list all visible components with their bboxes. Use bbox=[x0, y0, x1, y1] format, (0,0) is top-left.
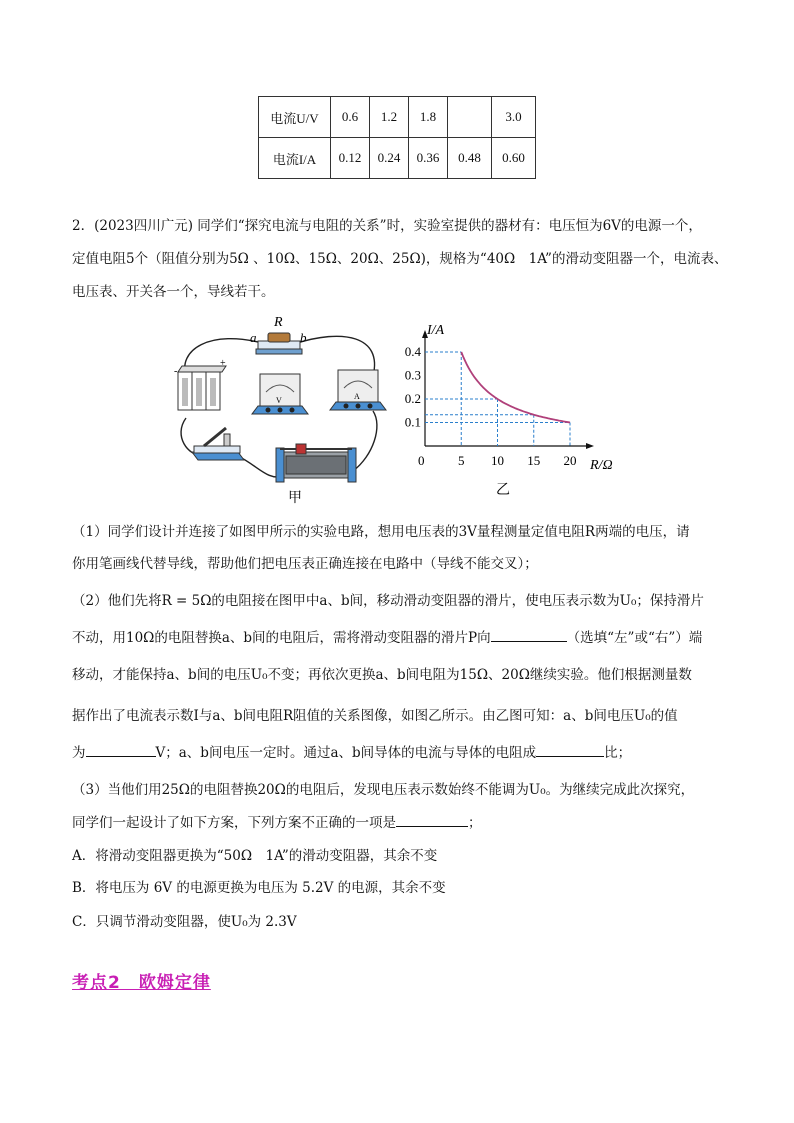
question-line: 2．(2023四川广元) 同学们“探究电流与电阻的关系”时，实验室提供的器材有：电压恒为6V的电源一个， bbox=[72, 218, 702, 234]
text: V；a、b间电压一定时。通过a、b间导体的电流与导体的电阻成 bbox=[155, 745, 537, 761]
x-tick-label: 15 bbox=[527, 453, 541, 468]
table-cell bbox=[448, 97, 492, 138]
series-line bbox=[461, 352, 570, 423]
switch-icon bbox=[192, 428, 244, 460]
y-tick-label: 0.3 bbox=[404, 367, 421, 383]
terminal-b-label: b bbox=[300, 330, 307, 345]
section-heading: 考点2 欧姆定律 bbox=[72, 973, 211, 993]
y-tick-label: 0.1 bbox=[404, 414, 421, 430]
table-cell: 0.24 bbox=[370, 138, 409, 179]
y-tick-label: 0.2 bbox=[404, 391, 421, 406]
text: 同学们一起设计了如下方案，下列方案不正确的一项是 bbox=[72, 815, 396, 831]
answer-blank[interactable] bbox=[491, 627, 567, 642]
answer-blank[interactable] bbox=[536, 742, 604, 757]
option-c: C．只调节滑动变阻器，使U₀为 2.3V bbox=[72, 914, 297, 930]
part1-line: （1）同学们设计并连接了如图甲所示的实验电路，想用电压表的3V量程测量定值电阻R两端的电压，请 bbox=[72, 524, 690, 540]
table-row bbox=[259, 97, 536, 138]
option-b: B．将电压为 6V 的电源更换为电压为 5.2V 的电源，其余不变 bbox=[72, 880, 446, 896]
resistor-label: R bbox=[274, 315, 283, 330]
table-cell: 0.48 bbox=[448, 138, 492, 179]
part2-line bbox=[72, 626, 702, 646]
y-axis-label: I/A bbox=[427, 323, 445, 338]
table-cell: 1.8 bbox=[409, 97, 448, 138]
text: ； bbox=[468, 815, 482, 831]
answer-blank[interactable] bbox=[86, 742, 156, 757]
x-axis-label: R/Ω bbox=[590, 458, 613, 473]
part2-line: 据作出了电流表示数I与a、b间电阻R阻值的关系图像，如图乙所示。由乙图可知：a、b间电压U₀的值 bbox=[72, 708, 678, 724]
x-axis-arrow bbox=[586, 443, 594, 449]
svg-text:+: + bbox=[220, 358, 226, 369]
table-cell: 0.60 bbox=[492, 138, 536, 179]
svg-text:-: - bbox=[174, 366, 178, 377]
table-cell: 电流I/A bbox=[259, 138, 331, 179]
table-cell: 3.0 bbox=[492, 97, 536, 138]
current-resistance-graph bbox=[400, 316, 640, 501]
battery-icon bbox=[174, 358, 226, 410]
y-tick-label: 0.4 bbox=[404, 344, 421, 359]
table-cell: 0.36 bbox=[409, 138, 448, 179]
table-cell: 0.6 bbox=[331, 97, 370, 138]
table-row bbox=[259, 138, 536, 179]
ammeter-letter: A bbox=[354, 392, 360, 401]
circuit-diagram bbox=[168, 306, 393, 506]
data-table bbox=[258, 96, 536, 179]
table-cell: 电流U/V bbox=[259, 97, 331, 138]
part3-line bbox=[72, 811, 482, 831]
text: （选填“左”或“右”）端 bbox=[566, 630, 703, 646]
part3-line: （3）当他们用25Ω的电阻替换20Ω的电阻后，发现电压表示数始终不能调为U₀。为继续完成此次探究， bbox=[72, 782, 695, 798]
figure-caption-yi: 乙 bbox=[496, 483, 510, 498]
option-a: A．将滑动变阻器更换为“50Ω 1A”的滑动变阻器，其余不变 bbox=[72, 848, 438, 864]
question-line: 定值电阻5个（阻值分别为5Ω 、10Ω、15Ω、20Ω、25Ω)，规格为“40Ω 1A”的滑动变阻器一个，电流表、 bbox=[72, 251, 728, 267]
voltmeter-letter: V bbox=[276, 396, 282, 405]
text: 为 bbox=[72, 745, 86, 761]
fixed-resistor bbox=[256, 333, 302, 354]
ammeter-icon bbox=[330, 370, 386, 410]
x-tick-label: 20 bbox=[563, 453, 577, 468]
terminal-a-label: a bbox=[250, 330, 257, 345]
part2-line bbox=[72, 741, 631, 761]
part1-line: 你用笔画线代替导线，帮助他们把电压表正确连接在电路中（导线不能交叉）； bbox=[72, 556, 538, 572]
table-cell: 0.12 bbox=[331, 138, 370, 179]
x-tick-label: 5 bbox=[458, 453, 465, 468]
x-tick-label: 10 bbox=[491, 453, 504, 468]
part2-line: 移动，才能保持a、b间的电压U₀不变；再依次更换a、b间电阻为15Ω、20Ω继续实验。他们根据测量数 bbox=[72, 667, 692, 683]
text: 不动，用10Ω的电阻替换a、b间的电阻后，需将滑动变阻器的滑片P向 bbox=[72, 630, 491, 646]
origin-label: 0 bbox=[418, 453, 425, 468]
figure-caption-jia: 甲 bbox=[288, 491, 302, 506]
answer-blank[interactable] bbox=[396, 812, 468, 827]
rheostat-icon bbox=[276, 444, 356, 482]
text: 比； bbox=[604, 745, 632, 761]
table-cell: 1.2 bbox=[370, 97, 409, 138]
voltmeter-icon bbox=[252, 374, 308, 414]
part2-line: （2）他们先将R = 5Ω的电阻接在图甲中a、b间，移动滑动变阻器的滑片，使电压表示数为U₀；保持滑片 bbox=[72, 593, 704, 609]
question-line: 电压表、开关各一个，导线若干。 bbox=[72, 284, 275, 300]
